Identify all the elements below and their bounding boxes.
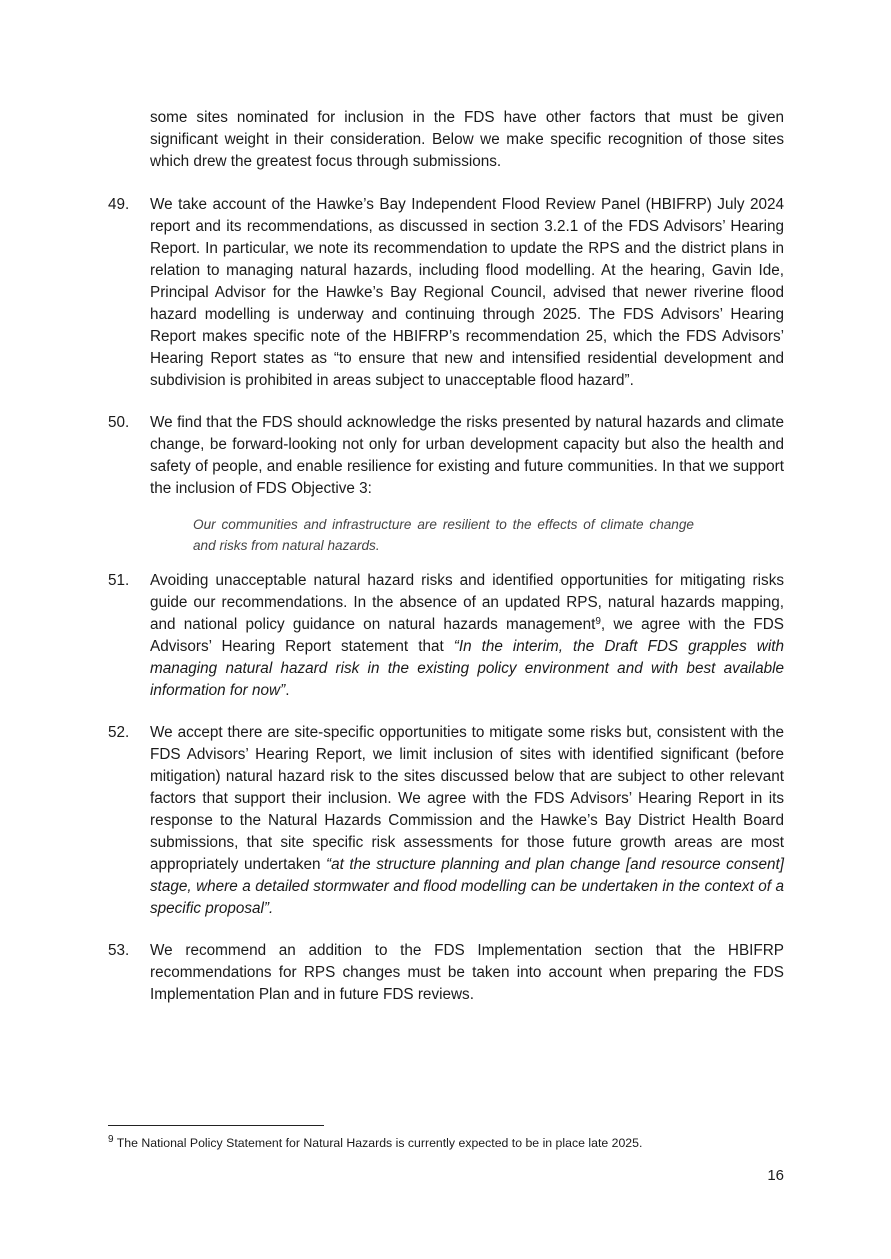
footnote-reference[interactable]: 9 bbox=[595, 616, 601, 627]
paragraph-number: 50. bbox=[108, 414, 130, 431]
paragraph-text: We find that the FDS should acknowledge the risks presented by natural hazards and climate change, be forward-looking not only for urban development capacity but also the health and safety of people, and enable resilience for existing and future communities. In that we support the inclusion of FDS Objective 3: bbox=[150, 414, 784, 497]
footnote-text: The National Policy Statement for Natural Hazards is currently expected to be in place late 2025. bbox=[113, 1136, 643, 1150]
paragraph-52 bbox=[108, 722, 784, 920]
paragraph-text: We recommend an addition to the FDS Implementation section that the HBIFRP recommendations for RPS changes must be taken into account when preparing the FDS Implementation Plan and in future FDS reviews. bbox=[150, 942, 784, 1003]
footnote-number: 9 bbox=[108, 1134, 114, 1145]
paragraph-number: 53. bbox=[108, 942, 130, 959]
footnote-divider bbox=[108, 1125, 324, 1126]
paragraph-53 bbox=[108, 940, 784, 1006]
objective-quote: Our communities and infrastructure are resilient to the effects of climate change and risks from natural hazards. bbox=[193, 517, 694, 553]
italic-quote: “In the interim, the Draft FDS grapples with managing natural hazard risk in the existing policy environment and with best available information for now” bbox=[150, 638, 784, 699]
paragraph-number: 52. bbox=[108, 724, 130, 741]
paragraph-49 bbox=[108, 194, 784, 392]
intro-text: some sites nominated for inclusion in the FDS have other factors that must be given significant weight in their consideration. Below we make specific recognition of those sites which drew the greatest focus through submissions. bbox=[150, 109, 784, 170]
footnote bbox=[108, 1135, 784, 1151]
paragraph-text: We take account of the Hawke’s Bay Independent Flood Review Panel (HBIFRP) July 2024 report and its recommendations, as discussed in section 3.2.1 of the FDS Advisors’ Hearing Report. In particular, we note its recommendation to update the RPS and the district plans in relation to managing natural hazards, including flood modelling. At the hearing, Gavin Ide, Principal Advisor for the Hawke’s Bay Regional Council, advised that newer riverine flood hazard modelling is underway and continuing through 2025. The FDS Advisors’ Hearing Report makes specific note of the HBIFRP’s recommendation 25, which the FDS Advisors’ Hearing Report states as “to ensure that new and intensified residential development and subdivision is prohibited in areas subject to unacceptable flood hazard”. bbox=[150, 196, 784, 389]
paragraph-text: We accept there are site-specific opportunities to mitigate some risks but, consistent with the FDS Advisors’ Hearing Report, we limit inclusion of sites with identified significant (before mitigation) natural hazard risk to the sites discussed below that are subject to other relevant factors that support their inclusion. We agree with the FDS Advisors’ Hearing Report in its response to the Natural Hazards Commission and the Hawke’s Bay District Health Board submissions, that site specific risk assessments for those future growth areas are most appropriately undertaken bbox=[150, 724, 784, 873]
paragraph-50 bbox=[108, 412, 784, 500]
intro-paragraph bbox=[108, 107, 784, 173]
paragraph-text-continued: , we agree with the FDS Advisors’ Hearing Report statement that bbox=[150, 616, 784, 655]
italic-quote: “at the structure planning and plan change [and resource consent] stage, where a detailed stormwater and flood modelling can be undertaken in the context of a specific proposal”. bbox=[150, 856, 784, 917]
page-number: 16 bbox=[767, 1167, 784, 1184]
paragraph-end: . bbox=[285, 682, 290, 699]
paragraph-51 bbox=[108, 570, 784, 702]
paragraph-text: Avoiding unacceptable natural hazard risks and identified opportunities for mitigating risks guide our recommendations. In the absence of an updated RPS, natural hazards mapping, and national policy guidance on natural hazards management bbox=[150, 572, 784, 633]
body-content bbox=[108, 107, 784, 1026]
paragraph-number: 49. bbox=[108, 196, 130, 213]
paragraph-number: 51. bbox=[108, 572, 130, 589]
